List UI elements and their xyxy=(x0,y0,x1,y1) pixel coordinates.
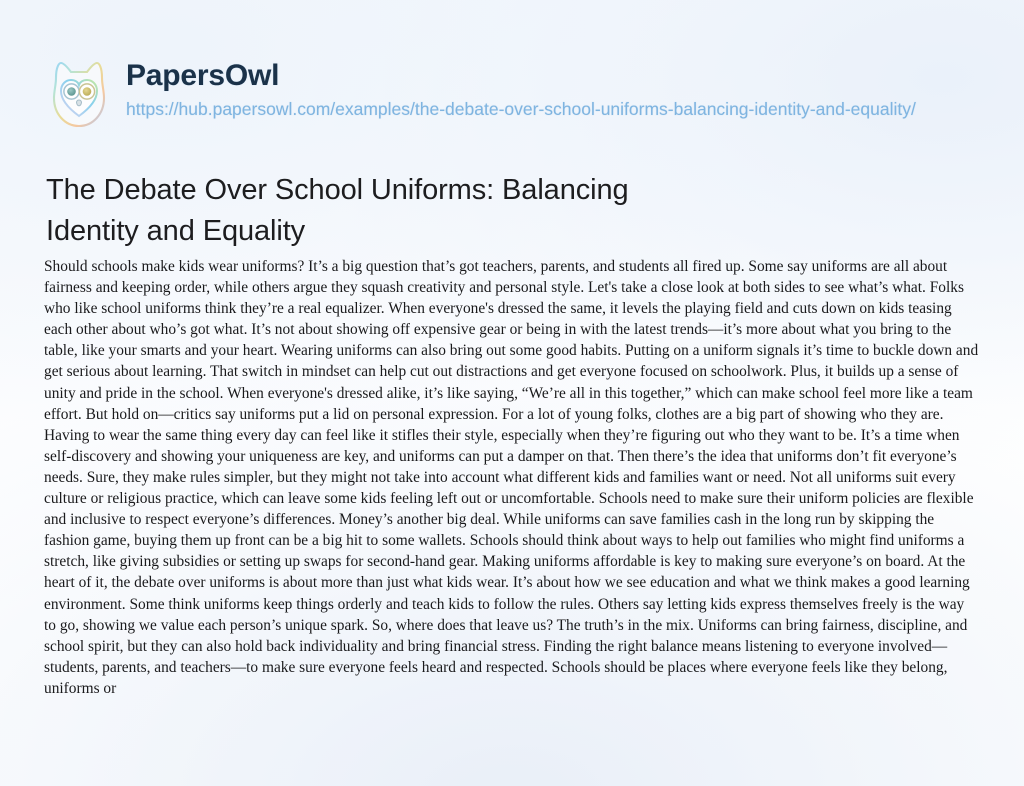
brand-name: PapersOwl xyxy=(126,59,280,92)
brand-block xyxy=(126,56,976,122)
page-url[interactable]: https://hub.papersowl.com/examples/the-debate-over-school-uniforms-balancing-identity-and-equality/ xyxy=(126,99,916,120)
owl-logo-icon xyxy=(46,58,112,130)
site-header xyxy=(46,56,976,130)
article-body-text: Should schools make kids wear uniforms? It’s a big question that’s got teachers, parents, and students all fired up. Some say uniforms are all about fairness and keeping order, while others argue they squash creativity and personal style. Let's take a close look at both sides to see what’s what. Folks who like school uniforms think they’re a real equalizer. When everyone's dressed the same, it levels the playing field and cuts down on kids teasing each other about who’s got what. It’s not about showing off expensive gear or being in with the latest trends—it’s more about what you bring to the table, like your smarts and your heart. Wearing uniforms can also bring out some good habits. Putting on a uniform signals it’s time to buckle down and get serious about learning. That switch in mindset can help cut out distractions and get everyone focused on schoolwork. Plus, it builds up a sense of unity and pride in the school. When everyone's dressed alike, it’s like saying, “We’re all in this together,” which can make school feel more like a team effort. But hold on—critics say uniforms put a lid on personal expression. For a lot of young folks, clothes are a big part of showing who they are. Having to wear the same thing every day can feel like it stifles their style, especially when they’re figuring out who they want to be. It’s a time when self-discovery and showing your uniqueness are key, and uniforms can put a damper on that. Then there’s the idea that uniforms don’t fit everyone’s needs. Sure, they make rules simpler, but they might not take into account what different kids and families want or need. Not all uniforms suit every culture or religious practice, which can leave some kids feeling left out or uncomfortable. Schools need to make sure their uniform policies are flexible and inclusive to respect everyone’s differences. Money’s another big deal. While uniforms can save families cash in the long run by skipping the fashion game, buying them up front can be a big hit to some wallets. Schools should think about ways to help out families who might find uniforms a stretch, like giving subsidies or setting up swaps for second-hand gear. Making uniforms affordable is key to making sure everyone’s on board. At the heart of it, the debate over uniforms is about more than just what kids wear. It’s about how we see education and what we think makes a good learning environment. Some think uniforms keep things orderly and teach kids to follow the rules. Others say letting kids express themselves freely is the way to go, showing we value each person’s unique spark. So, where does that leave us? The truth’s in the mix. Uniforms can bring fairness, discipline, and school spirit, but they can also hold back individuality and bring financial stress. Finding the right balance means listening to everyone involved—students, parents, and teachers—to make sure everyone feels heard and respected. Schools should be places where everyone feels like they belong, uniforms or xyxy=(44,258,979,697)
page-title: The Debate Over School Uniforms: Balancing Identity and Equality xyxy=(46,174,629,248)
